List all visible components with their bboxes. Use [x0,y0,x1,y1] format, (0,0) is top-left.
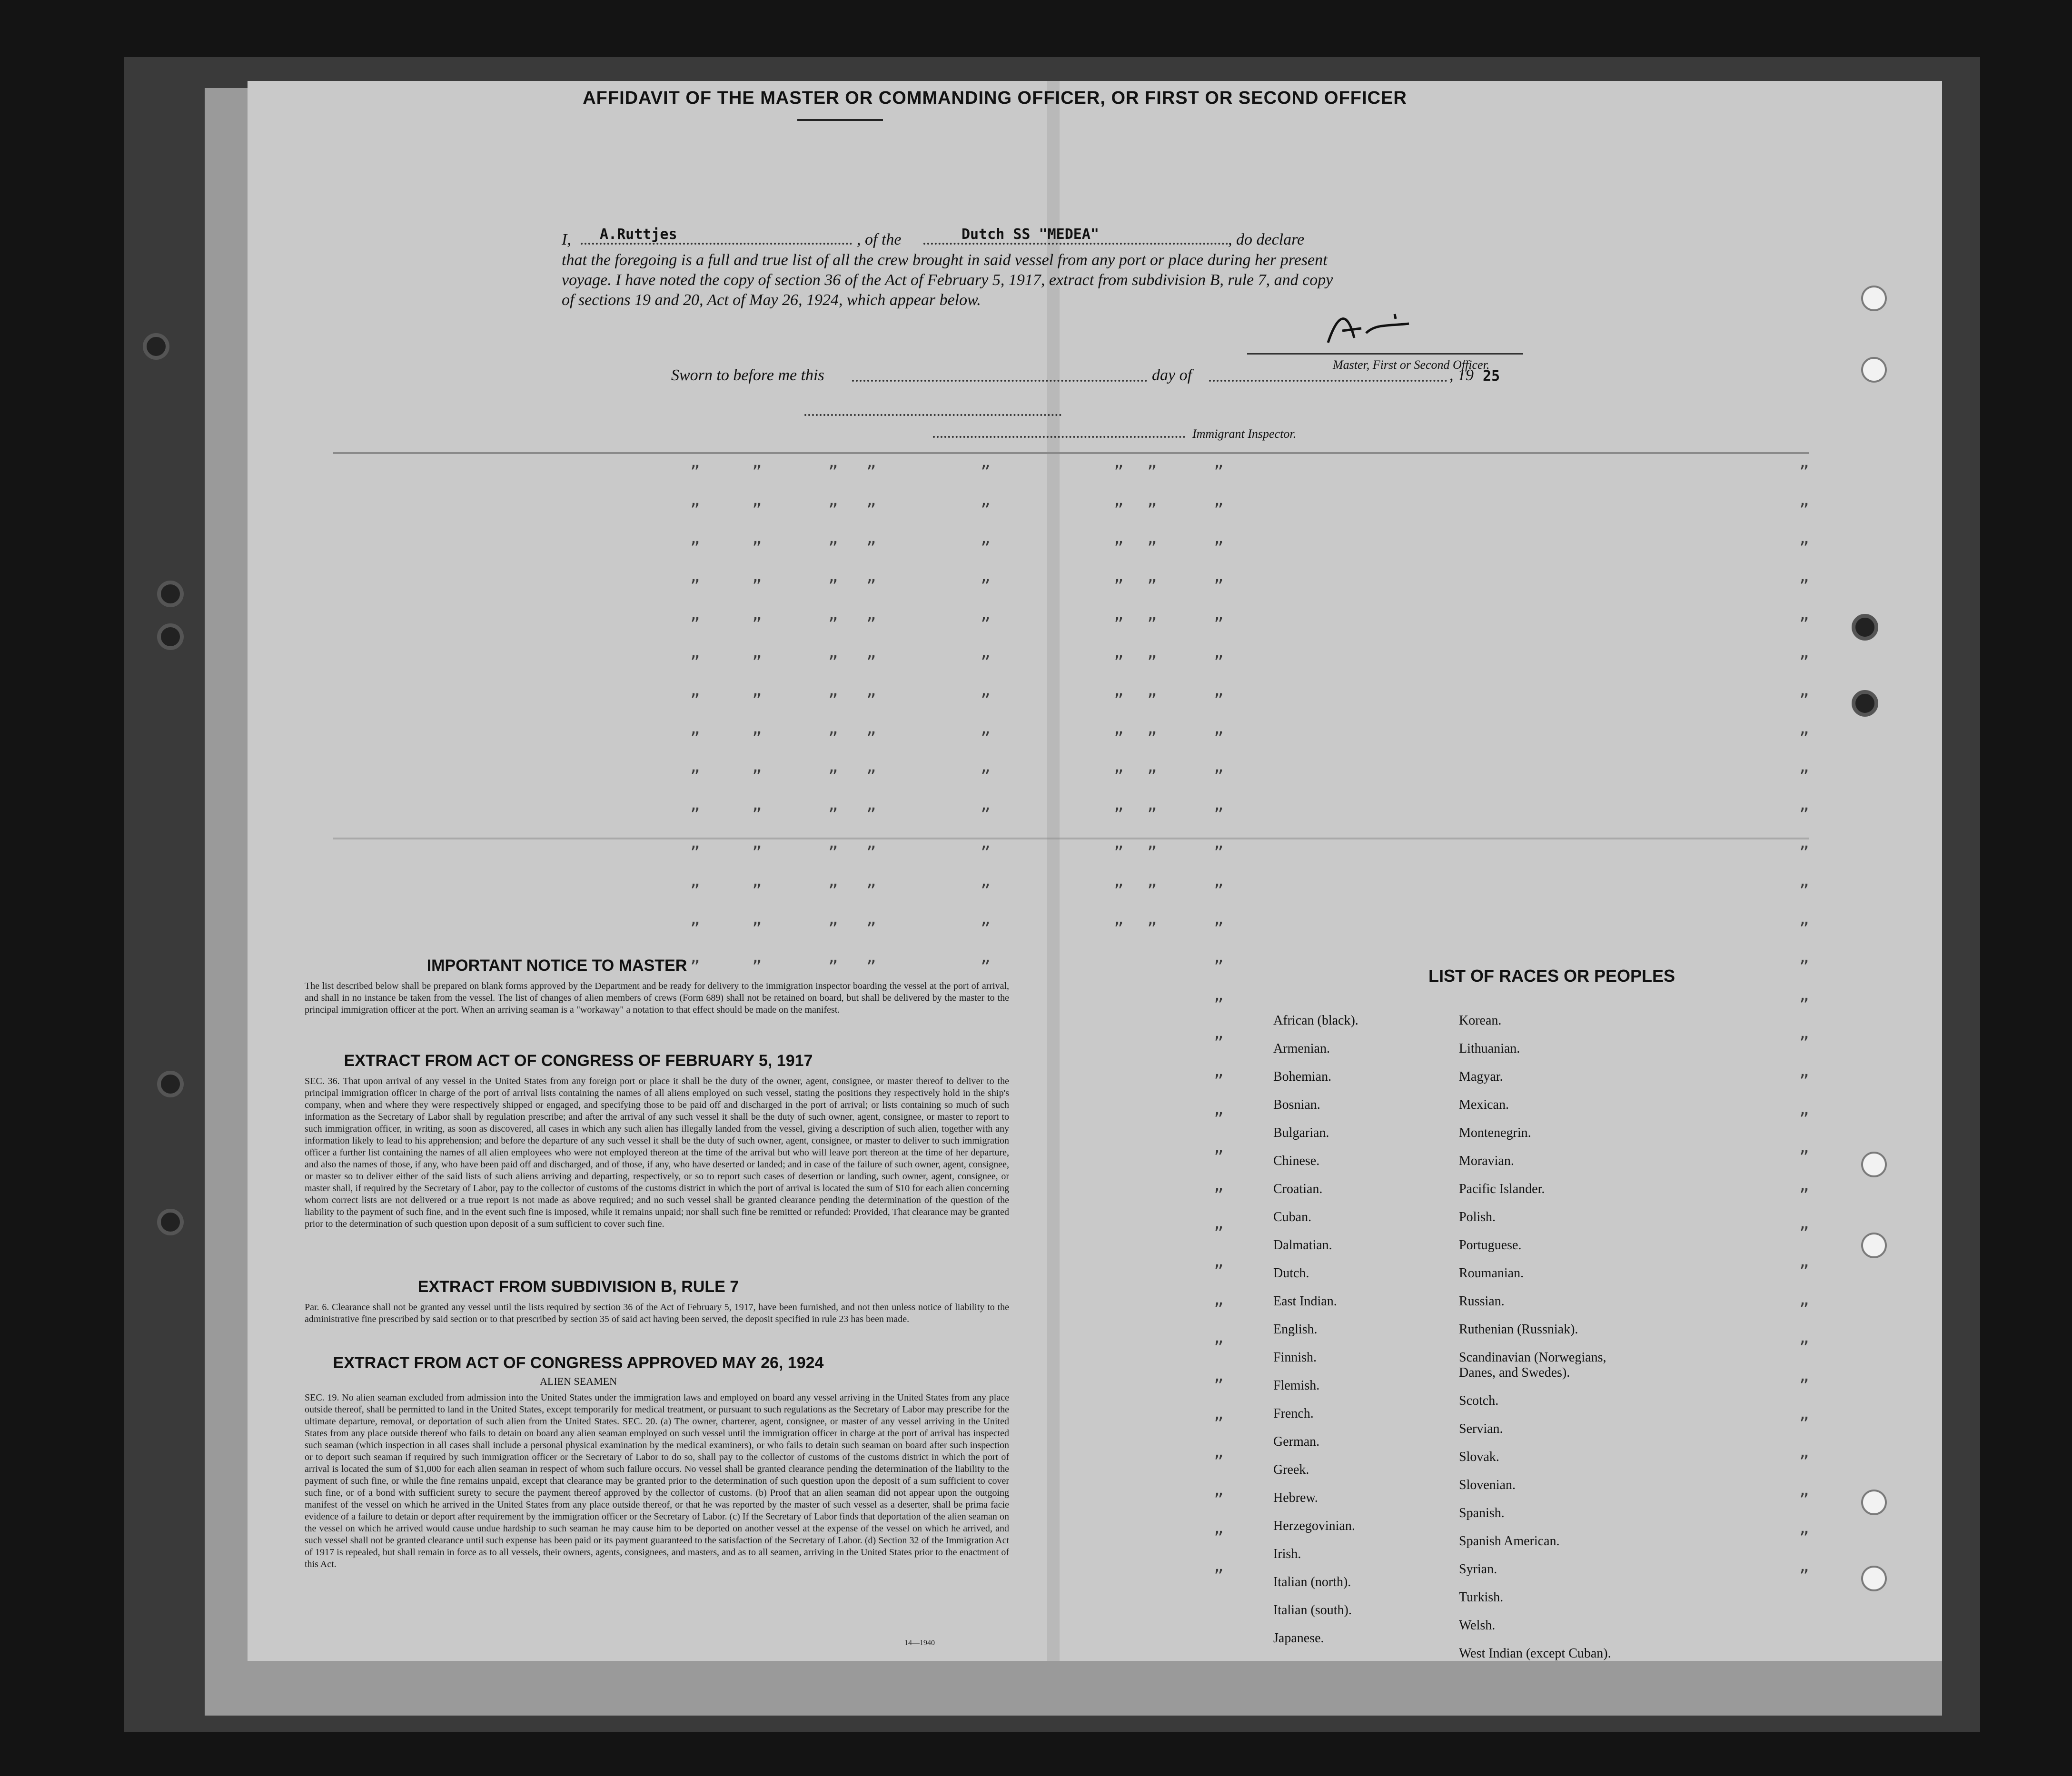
ditto-mark-icon: ” [866,728,876,750]
form-sheet [248,81,1942,1661]
ditto-mark-icon: ” [866,538,876,560]
ditto-mark-icon: ” [1147,766,1157,788]
ditto-mark-icon: ” [1799,462,1809,483]
ditto-mark-icon: ” [828,842,838,864]
ditto-mark-icon: ” [752,728,762,750]
ditto-mark-icon: ” [866,957,876,978]
ditto-mark-icon: ” [1114,614,1124,636]
ditto-mark-icon: ” [1147,652,1157,674]
race-item: Croatian. [1273,1182,1323,1196]
punch-hole-icon [157,1071,184,1097]
ditto-mark-icon: ” [981,728,991,750]
ditto-mark-icon: ” [866,462,876,483]
ditto-mark-icon: ” [690,462,700,483]
ditto-mark-icon: ” [1214,995,1224,1016]
ditto-mark-icon: ” [866,880,876,902]
ditto-mark-icon: ” [1799,1337,1809,1359]
ditto-mark-icon: ” [1799,766,1809,788]
ditto-mark-icon: ” [1147,728,1157,750]
signature-icon [1309,305,1433,357]
race-item: Finnish. [1273,1350,1317,1365]
ditto-mark-icon: ” [828,728,838,750]
race-item: Bohemian. [1273,1069,1332,1084]
ditto-mark-icon: ” [981,462,991,483]
signature-caption: Master, First or Second Officer. [1333,358,1490,372]
ditto-mark-icon: ” [1799,690,1809,712]
race-item: Turkish. [1459,1590,1504,1605]
ditto-mark-icon: ” [828,576,838,598]
ditto-mark-icon: ” [1799,1223,1809,1245]
inspector-line-2 [933,436,1185,438]
affidavit-i: I, [562,231,571,248]
race-item: Spanish. [1459,1506,1505,1520]
race-item: Slovenian. [1459,1478,1516,1492]
race-item: West Indian (except Cuban). [1459,1646,1611,1661]
ditto-mark-icon: ” [981,766,991,788]
ditto-mark-icon: ” [1214,1413,1224,1435]
binder-hole-icon [1861,1566,1887,1591]
ditto-mark-icon: ” [690,804,700,826]
ditto-mark-icon: ” [1214,614,1224,636]
punch-hole-icon [157,1209,184,1235]
affidavit-line-3: voyage. I have noted the copy of section 36 of the Act of February 5, 1917, extract from subdivision B, rule 7, and copy [562,271,1333,289]
binder-hole-icon [1861,1233,1887,1258]
ditto-mark-icon: ” [690,614,700,636]
ditto-mark-icon: ” [1214,842,1224,864]
ditto-mark-icon: ” [752,804,762,826]
race-item: Armenian. [1273,1041,1330,1056]
ditto-mark-icon: ” [1799,995,1809,1016]
race-item: Ruthenian (Russniak). [1459,1322,1578,1337]
ditto-mark-icon: ” [752,690,762,712]
sworn-text: Sworn to before me this [671,366,824,384]
ditto-mark-icon: ” [690,957,700,978]
ditto-mark-icon: ” [981,880,991,902]
race-item: Korean. [1459,1013,1502,1028]
ditto-mark-icon: ” [828,766,838,788]
ditto-mark-icon: ” [981,842,991,864]
ditto-mark-icon: ” [690,728,700,750]
ditto-mark-icon: ” [828,500,838,522]
ditto-mark-icon: ” [1799,1147,1809,1169]
ditto-mark-icon: ” [866,804,876,826]
ditto-mark-icon: ” [690,842,700,864]
ditto-mark-icon: ” [1799,652,1809,674]
name-line [581,243,852,245]
ditto-mark-icon: ” [1214,1147,1224,1169]
ditto-mark-icon: ” [1114,842,1124,864]
ditto-mark-icon: ” [1214,500,1224,522]
race-item: Flemish. [1273,1378,1320,1393]
race-item: Italian (south). [1273,1603,1352,1618]
signature-line [1247,353,1523,355]
ditto-mark-icon: ” [1147,804,1157,826]
race-item: Japanese. [1273,1631,1324,1646]
race-item: Pacific Islander. [1459,1182,1545,1196]
title-rule [797,119,883,121]
ditto-mark-icon: ” [1214,918,1224,940]
sworn-day-line [852,380,1147,382]
ditto-mark-icon: ” [690,652,700,674]
race-item: Portuguese. [1459,1238,1522,1253]
ditto-mark-icon: ” [1214,1185,1224,1207]
ditto-mark-icon: ” [866,766,876,788]
ditto-mark-icon: ” [690,576,700,598]
ditto-mark-icon: ” [1214,880,1224,902]
ditto-mark-icon: ” [1799,538,1809,560]
ditto-mark-icon: ” [1114,538,1124,560]
punch-hole-icon [157,581,184,607]
race-item: English. [1273,1322,1318,1337]
ditto-mark-icon: ” [1114,576,1124,598]
ditto-mark-icon: ” [1799,1375,1809,1397]
ditto-mark-icon: ” [1799,1071,1809,1093]
ditto-mark-icon: ” [690,766,700,788]
ditto-mark-icon: ” [752,842,762,864]
ditto-mark-icon: ” [1214,1033,1224,1055]
ditto-mark-icon: ” [981,576,991,598]
affidavit-line-2: that the foregoing is a full and true list of all the crew brought in said vessel from any port or place during her present [562,251,1328,269]
extract-1917-text: SEC. 36. That upon arrival of any vessel in the United States from any foreign port or place it shall be the duty of the owner, agent, consignee, or master thereof to deliver to the principal immigration officer in charge of the port of arrival lists containing the names of all aliens employed on such vessel, stating the positions they respectively hold in the ship's company, when and where they were respectively shipped or engaged, and specifying those to be paid off and discharged in the port of arrival; or lists containing so much of such information as the Secretary of Labor shall by regulation prescribe; and after the arrival of any such vessel it shall be the duty of such owner, agent, consignee, or master to report to such immigration officer, in writing, as soon as discovered, all cases in which any such alien has illegally landed from the vessel, giving a description of such alien, together with any information likely to lead to his apprehension; and before the departure of any such vessel it shall be the duty of such owner, agent, consignee, or master to deliver to such immigration officer a further list containing the names of all alien employees who were not employed thereon at the time of the arrival but who will leave port thereon at the time of her departure, and also the names of those, if any, who have been paid off and discharged, and of those, if any, who have deserted or landed; and in case of the failure of such owner, agent, consignee, or master so to deliver either of the said lists of such aliens arriving and departing, respectively, or so to report such cases of desertion or landing, such owner, agent, consignee, or master shall, if required by the Secretary of Labor, pay to the collector of customs of the customs district in which the port of arrival is located the sum of $10 for each alien concerning whom correct lists are not delivered or a true report is not made as above required; and no such vessel shall be granted clearance pending the determination of the question of the liability to the payment of such fine, and in the event such fine is imposed, while it remains unpaid; nor shall such fine be remitted or refunded: Provided, That clearance may be granted prior to the determination of such question upon deposit of a sum sufficient to cover such fine. [305,1076,1009,1229]
ditto-mark-icon: ” [690,500,700,522]
ditto-mark-icon: ” [981,538,991,560]
ditto-mark-icon: ” [1799,1109,1809,1131]
ditto-mark-icon: ” [1799,880,1809,902]
ditto-mark-icon: ” [1799,804,1809,826]
race-item: Servian. [1459,1421,1503,1436]
ditto-mark-icon: ” [1799,1528,1809,1549]
ditto-mark-icon: ” [1214,957,1224,978]
ditto-mark-icon: ” [828,462,838,483]
ditto-mark-icon: ” [1114,804,1124,826]
notice-title: IMPORTANT NOTICE TO MASTER [426,957,687,975]
ditto-mark-icon: ” [752,576,762,598]
vessel-line [923,243,1228,245]
race-item: Greek. [1273,1462,1309,1477]
ditto-mark-icon: ” [690,918,700,940]
inspector-caption: Immigrant Inspector. [1192,427,1297,441]
ditto-mark-icon: ” [981,957,991,978]
ditto-mark-icon: ” [828,614,838,636]
ditto-mark-icon: ” [866,614,876,636]
race-item: Chinese. [1273,1154,1320,1168]
affidavit-title: AFFIDAVIT OF THE MASTER OR COMMANDING OFFICER, OR FIRST OR SECOND OFFICER [583,88,1407,108]
page-fold [1047,81,1060,1661]
subdivision-b-text: Par. 6. Clearance shall not be granted any vessel until the lists required by section 36 of the Act of February 5, 1917, have been furnished, and not then unless notice of liability to the administrative fine prescribed by said section or to that prescribed by section 35 of said act having been served, the deposit specified in rule 23 has been made. [305,1302,1009,1324]
ditto-mark-icon: ” [1214,804,1224,826]
race-item: German. [1273,1434,1320,1449]
race-item: Scotch. [1459,1393,1499,1408]
ditto-mark-icon: ” [1214,538,1224,560]
punch-hole-icon [143,333,169,360]
year-suffix: 25 [1483,368,1500,385]
ditto-mark-icon: ” [1799,614,1809,636]
ditto-mark-icon: ” [752,538,762,560]
ditto-mark-icon: ” [1799,576,1809,598]
ditto-mark-icon: ” [1214,1490,1224,1511]
ditto-mark-icon: ” [828,804,838,826]
race-item: Roumanian. [1459,1266,1524,1281]
ditto-mark-icon: ” [690,690,700,712]
race-item: Moravian. [1459,1154,1514,1168]
race-item: Danes, and Swedes). [1459,1365,1570,1380]
ditto-mark-icon: ” [1147,918,1157,940]
vessel-name: Dutch SS "MEDEA" [962,226,1099,243]
ditto-mark-icon: ” [1799,1451,1809,1473]
ditto-mark-icon: ” [752,614,762,636]
ditto-mark-icon: ” [828,652,838,674]
ditto-mark-icon: ” [1799,1185,1809,1207]
ditto-mark-icon: ” [1799,842,1809,864]
race-item: East Indian. [1273,1294,1337,1309]
race-item: Dutch. [1273,1266,1309,1281]
ditto-mark-icon: ” [1214,652,1224,674]
races-left-column [1273,1014,1358,1659]
ditto-mark-icon: ” [1799,1490,1809,1511]
ditto-mark-icon: ” [828,538,838,560]
ditto-mark-icon: ” [752,500,762,522]
ditto-mark-icon: ” [828,690,838,712]
ditto-mark-icon: ” [1799,728,1809,750]
ditto-mark-icon: ” [752,766,762,788]
ditto-mark-icon: ” [752,652,762,674]
ditto-mark-icon: ” [1799,1033,1809,1055]
race-item: Mexican. [1459,1097,1509,1112]
race-item: Bulgarian. [1273,1125,1329,1140]
ditto-mark-icon: ” [1214,1566,1224,1588]
ditto-mark-icon: ” [1799,500,1809,522]
ditto-mark-icon: ” [1214,728,1224,750]
binder-hole-icon [1861,1152,1887,1177]
race-item: Spanish American. [1459,1534,1560,1549]
ditto-mark-icon: ” [1114,652,1124,674]
race-item: Hebrew. [1273,1490,1318,1505]
ditto-mark-icon: ” [1799,1566,1809,1588]
race-item: Herzegovinian. [1273,1519,1355,1533]
race-item: Syrian. [1459,1562,1497,1577]
races-right-column [1459,1014,1611,1661]
binder-hole-icon [1861,286,1887,311]
ditto-mark-icon: ” [752,880,762,902]
binder-hole-icon [1861,1490,1887,1515]
ditto-mark-icon: ” [1214,1375,1224,1397]
race-item: Russian. [1459,1294,1505,1309]
ditto-mark-icon: ” [1799,1299,1809,1321]
race-item: Italian (north). [1273,1575,1351,1589]
ditto-mark-icon: ” [1214,1528,1224,1549]
affidavit-do-declare: , do declare [1228,231,1305,248]
ditto-mark-icon: ” [1799,1261,1809,1283]
ditto-mark-icon: ” [1147,462,1157,483]
ditto-mark-icon: ” [828,918,838,940]
ditto-mark-icon: ” [1114,880,1124,902]
binder-hole-icon [1852,614,1878,641]
ditto-mark-icon: ” [1147,500,1157,522]
race-item: Magyar. [1459,1069,1503,1084]
ditto-mark-icon: ” [866,500,876,522]
affidavit-line-4: of sections 19 and 20, Act of May 26, 1924, which appear below. [562,291,981,309]
ditto-mark-icon: ” [866,690,876,712]
binder-hole-icon [1861,357,1887,383]
ditto-mark-icon: ” [1214,766,1224,788]
ditto-mark-icon: ” [1147,538,1157,560]
ditto-mark-icon: ” [981,690,991,712]
ditto-mark-icon: ” [866,652,876,674]
ditto-mark-icon: ” [1799,918,1809,940]
ditto-mark-icon: ” [1799,1413,1809,1435]
affidavit-of-the: , of the [857,231,902,248]
race-item: Welsh. [1459,1618,1496,1633]
ditto-mark-icon: ” [752,462,762,483]
ditto-mark-icon: ” [1114,462,1124,483]
inspector-line-1 [804,414,1061,416]
race-item: Irish. [1273,1547,1301,1561]
ditto-mark-icon: ” [1214,1299,1224,1321]
race-item: African (black). [1273,1013,1358,1028]
ditto-mark-icon: ” [981,652,991,674]
ditto-mark-icon: ” [828,880,838,902]
ditto-mark-icon: ” [1147,880,1157,902]
race-item: Dalmatian. [1273,1238,1332,1253]
ditto-mark-icon: ” [1147,690,1157,712]
table-rule [333,838,1809,839]
ditto-mark-icon: ” [752,957,762,978]
ditto-mark-icon: ” [1214,1337,1224,1359]
officer-name: A.Ruttjes [600,226,677,243]
punch-hole-icon [157,623,184,650]
ditto-mark-icon: ” [1114,918,1124,940]
alien-seamen-subtitle: ALIEN SEAMEN [540,1375,617,1387]
ditto-mark-icon: ” [1214,576,1224,598]
day-of-text: day of [1152,366,1192,384]
race-item: Slovak. [1459,1450,1499,1464]
race-item: French. [1273,1406,1314,1421]
race-item: Montenegrin. [1459,1125,1531,1140]
ditto-mark-icon: ” [1214,1109,1224,1131]
extract-1924-text: SEC. 19. No alien seaman excluded from admission into the United States under the immigration laws and employed on board any vessel arriving in the United States from any place outside thereof, shall be permitted to land in the United States, except temporarily for medical treatment, or pursuant to such regulations as the Secretary of Labor may prescribe for the ultimate departure, removal, or deportation of such alien from the United States. SEC. 20. (a) The owner, charterer, agent, consignee, or master of any vessel arriving in the United States from any place outside thereof who fails to detain on board any alien seaman employed on such vessel until the immigration officer in charge at the port of arrival has inspected such seaman (which inspection in all cases shall include a personal physical examination by the medical examiners), or who fails to detain such seaman on board after such inspection or to deport such seaman if required by such immigration officer or the Secretary of Labor to do so, shall pay to the collector of customs of the customs district in which the port of arrival is located the sum of $1,000 for each alien seaman in respect of whom such failure occurs. No vessel shall be granted clearance pending the determination of the liability to the payment of such fine, or while the fine remains unpaid, except that clearance may be granted prior to the determination of such question upon the deposit of a sum sufficient to cover such fine, or of a bond with sufficient surety to secure the payment thereof approved by the collector of customs. (b) Proof that an alien seaman did not appear upon the outgoing manifest of the vessel on which he arrived in the United States from any place outside thereof, or that he was reported by the master of such vessel as a deserter, shall be prima facie evidence of a failure to detain or deport after requirement by the immigration officer or the Secretary of Labor. (c) If the Secretary of Labor finds that deportation of the alien seaman on the vessel on which he arrived would cause undue hardship to such seaman he may cause him to be deported on another vessel at the expense of the vessel on which he arrived, and such vessel shall not be granted clearance until such expense has been paid or its payment guaranteed to the satisfaction of the Secretary of Labor. (d) Section 32 of the Immigration Act of 1917 is repealed, but shall remain in force as to all vessels, their owners, agents, consignees, and masters, and as to all seamen, arriving in the United States prior to the enactment of this Act. [305,1392,1009,1569]
ditto-mark-icon: ” [981,500,991,522]
ditto-mark-icon: ” [1114,728,1124,750]
ditto-mark-icon: ” [690,538,700,560]
ditto-mark-icon: ” [1147,576,1157,598]
year-prefix: , 19 [1449,366,1474,384]
race-item: Polish. [1459,1210,1496,1224]
ditto-mark-icon: ” [866,842,876,864]
ditto-mark-icon: ” [1214,1223,1224,1245]
ditto-mark-icon: ” [1214,462,1224,483]
ditto-mark-icon: ” [1147,842,1157,864]
extract-1917-title: EXTRACT FROM ACT OF CONGRESS OF FEBRUARY 5, 1917 [344,1052,813,1070]
ditto-mark-icon: ” [690,880,700,902]
notice-text: The list described below shall be prepared on blank forms approved by the Department and be ready for delivery to the immigration inspector boarding the vessel at the port of arrival, and shall in no instance be taken from the vessel. The list of changes of alien members of crews (Form 689) shall not be retained on board, but shall be delivered by the master to the principal immigration officer at the port. When an arriving seaman is a "workaway" a notation to that effect should be made on the manifest. [305,981,1009,1015]
subdivision-b-title: EXTRACT FROM SUBDIVISION B, RULE 7 [417,1278,739,1296]
ditto-mark-icon: ” [981,918,991,940]
sworn-month-line [1209,380,1447,382]
extract-1924-title: EXTRACT FROM ACT OF CONGRESS APPROVED MAY 26, 1924 [333,1354,824,1372]
ditto-mark-icon: ” [1214,1451,1224,1473]
form-number: 14—1940 [904,1639,935,1647]
ditto-mark-icon: ” [981,804,991,826]
table-rule [333,452,1809,454]
ditto-mark-icon: ” [1214,690,1224,712]
ditto-mark-icon: ” [1214,1071,1224,1093]
ditto-mark-icon: ” [1799,957,1809,978]
ditto-mark-icon: ” [1214,1261,1224,1283]
ditto-mark-icon: ” [866,576,876,598]
races-title: LIST OF RACES OR PEOPLES [1428,966,1675,986]
race-item: Scandinavian (Norwegians, [1459,1350,1606,1365]
binder-hole-icon [1852,690,1878,717]
race-item: Lithuanian. [1459,1041,1520,1056]
ditto-mark-icon: ” [866,918,876,940]
ditto-mark-icon: ” [828,957,838,978]
ditto-mark-icon: ” [981,614,991,636]
ditto-mark-icon: ” [1114,690,1124,712]
race-item: Cuban. [1273,1210,1312,1224]
ditto-mark-icon: ” [752,918,762,940]
ditto-mark-icon: ” [1114,500,1124,522]
ditto-mark-icon: ” [1114,766,1124,788]
race-item: Bosnian. [1273,1097,1320,1112]
ditto-mark-icon: ” [1147,614,1157,636]
